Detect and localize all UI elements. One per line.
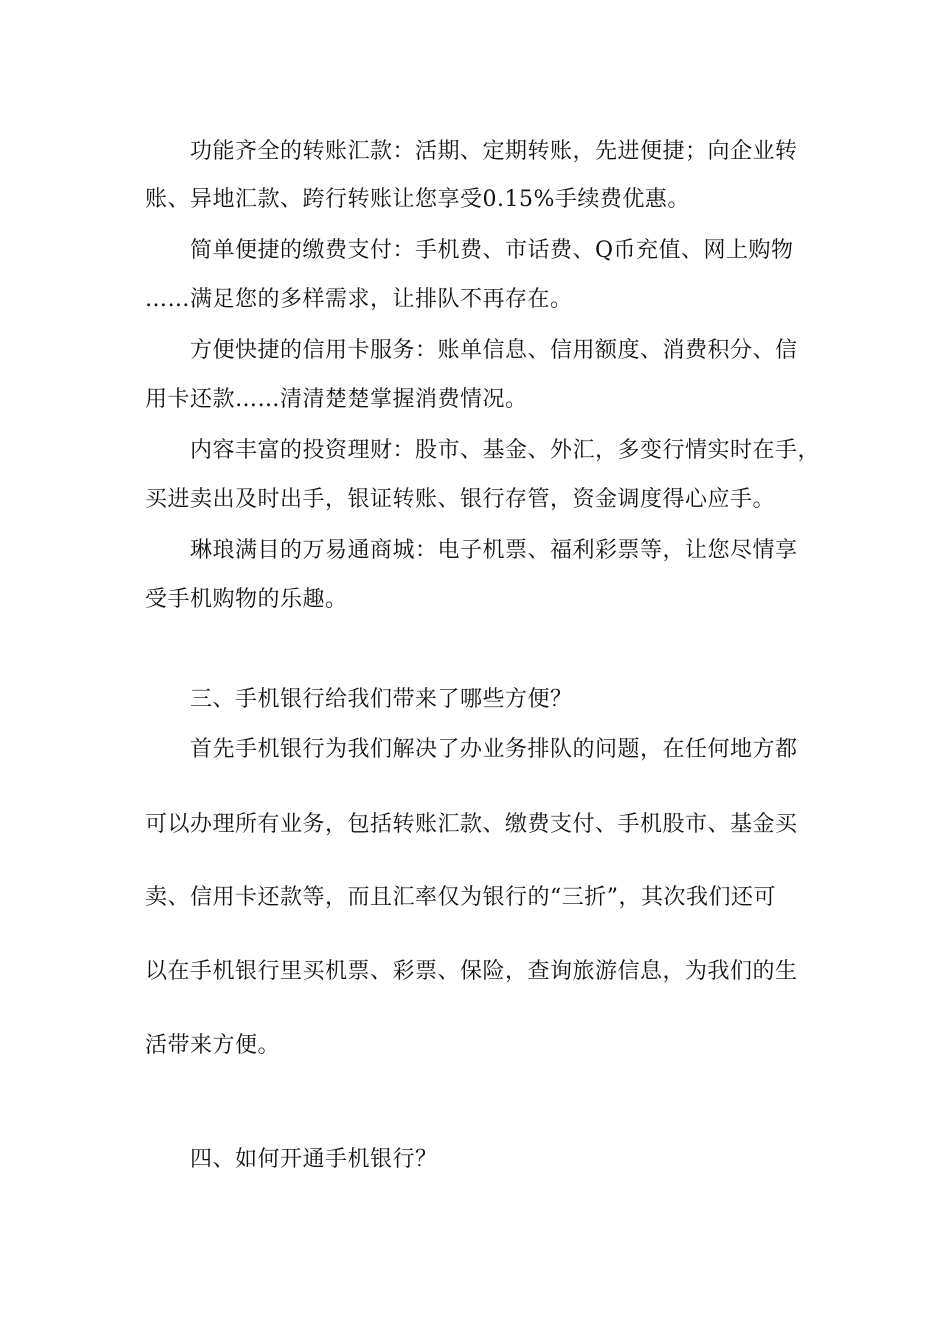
paragraph-transfer-line-1: 功能齐全的转账汇款：活期、定期转账，先进便捷；向企业转 [190,139,798,164]
paragraph-transfer-line-2: 账、异地汇款、跨行转账让您享受0.15%手续费优惠。 [145,187,690,212]
section-heading-three: 三、手机银行给我们带来了哪些方便？ [190,687,573,712]
paragraph-mall-line-2: 受手机购物的乐趣。 [145,587,348,612]
paragraph-investment-line-1: 内容丰富的投资理财：股市、基金、外汇，多变行情实时在手， [190,438,821,463]
section-heading-four: 四、如何开通手机银行？ [190,1147,438,1172]
paragraph-credit-card-line-1: 方便快捷的信用卡服务：账单信息、信用额度、消费积分、信 [190,338,798,363]
paragraph-convenience-line-5: 活带来方便。 [145,1033,281,1058]
paragraph-convenience-line-2: 可以办理所有业务，包括转账汇款、缴费支付、手机股市、基金买 [145,812,798,837]
paragraph-convenience-line-1: 首先手机银行为我们解决了办业务排队的问题，在任何地方都 [190,737,798,762]
paragraph-investment-line-2: 买进卖出及时出手，银证转账、银行存管，资金调度得心应手。 [145,487,776,512]
paragraph-convenience-line-4: 以在手机银行里买机票、彩票、保险，查询旅游信息，为我们的生 [145,959,798,984]
paragraph-mall-line-1: 琳琅满目的万易通商城：电子机票、福利彩票等，让您尽情享 [190,538,798,563]
paragraph-convenience-line-3: 卖、信用卡还款等，而且汇率仅为银行的“三折”，其次我们还可 [145,885,776,910]
paragraph-credit-card-line-2: 用卡还款……清清楚楚掌握消费情况。 [145,387,528,412]
paragraph-payment-line-1: 简单便捷的缴费支付：手机费、市话费、Q币充值、网上购物 [190,238,794,263]
paragraph-payment-line-2: ……满足您的多样需求，让排队不再存在。 [145,287,573,312]
